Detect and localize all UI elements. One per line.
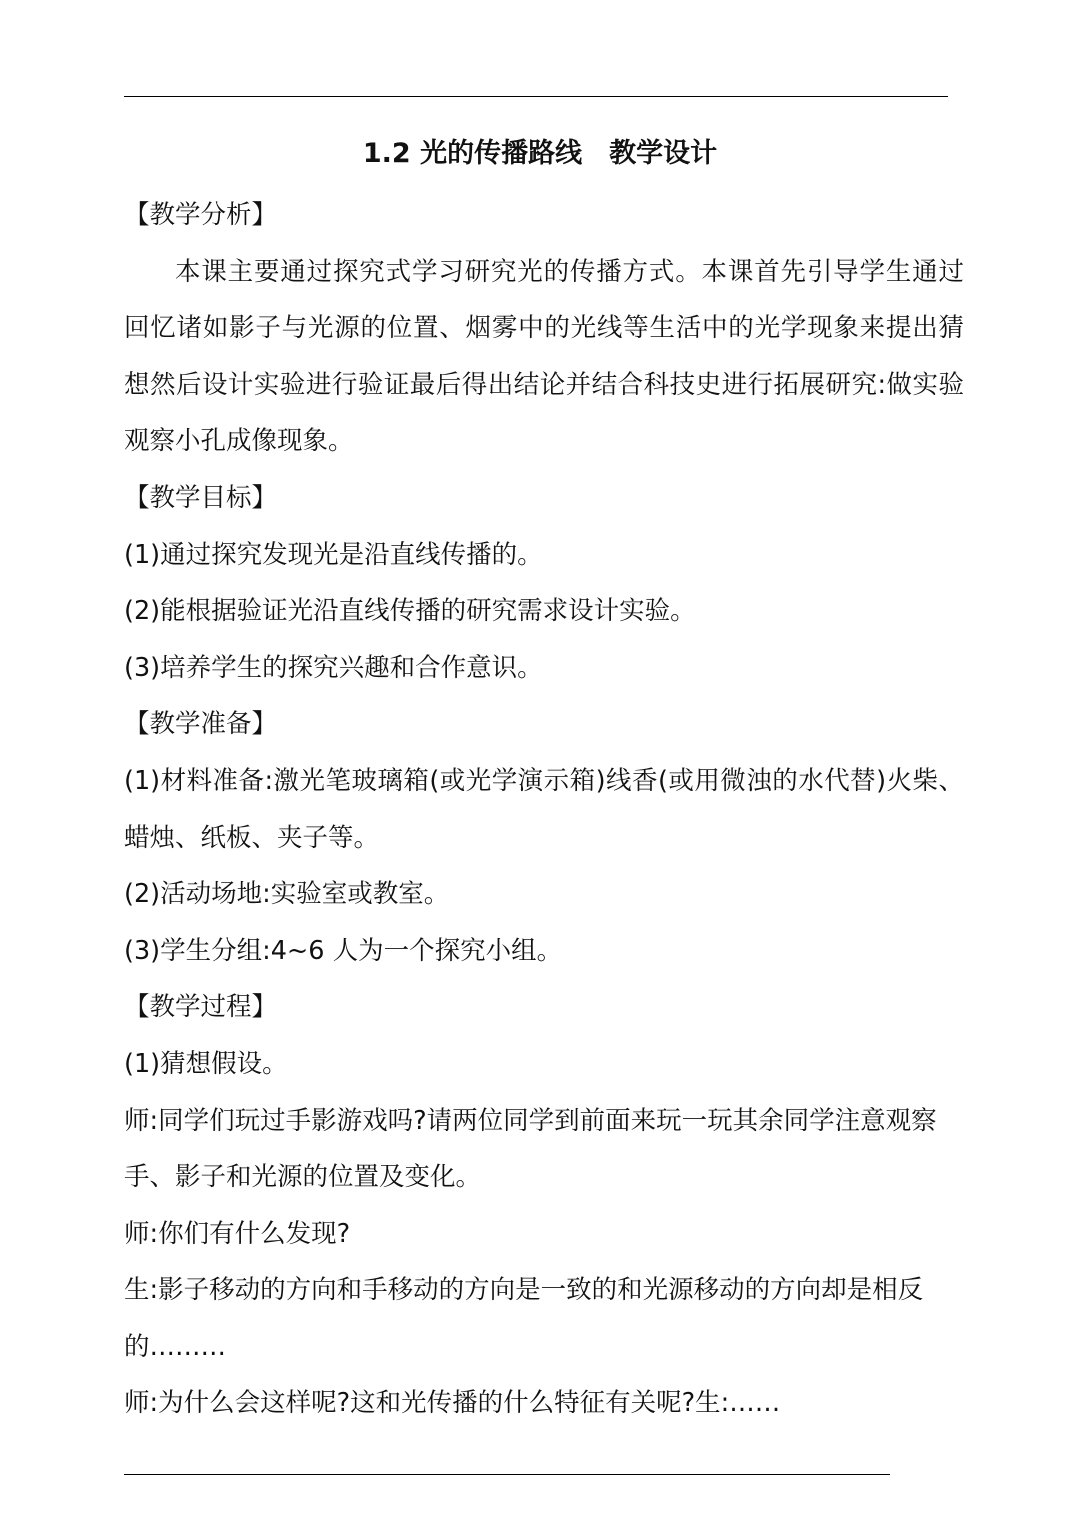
preparation-item: (2)活动场地:实验室或教室。 xyxy=(124,879,450,910)
header-rule xyxy=(124,96,948,97)
process-item: 师:你们有什么发现? xyxy=(124,1218,351,1249)
preparation-item: (3)学生分组:4~6 人为一个探究小组。 xyxy=(124,935,563,966)
process-item: 生:影子移动的方向和手移动的方向是一致的和光源移动的方向却是相反的……… xyxy=(124,1275,924,1362)
section-heading-goals: 【教学目标】 xyxy=(124,482,278,513)
section-heading-process: 【教学过程】 xyxy=(124,992,278,1023)
preparation-item: (1)材料准备:激光笔玻璃箱(或光学演示箱)线香(或用微浊的水代替)火柴、蜡烛、纸板、夹子等。 xyxy=(124,765,964,853)
document-body xyxy=(124,187,964,1432)
section-heading-analysis: 【教学分析】 xyxy=(124,200,278,230)
footer-rule xyxy=(124,1474,890,1475)
document-title: 1.2 光的传播路线 教学设计 xyxy=(362,138,718,169)
goal-item: (3)培养学生的探究兴趣和合作意识。 xyxy=(124,652,543,683)
process-item: (1)猜想假设。 xyxy=(124,1048,288,1079)
process-item: 师:同学们玩过手影游戏吗?请两位同学到前面来玩一玩其余同学注意观察手、影子和光源的位置及变化。 xyxy=(124,1105,937,1193)
analysis-paragraph: 本课主要通过探究式学习研究光的传播方式。本课首先引导学生通过回忆诸如影子与光源的位置、烟雾中的光线等生活中的光学现象来提出猜想然后设计实验进行验证最后得出结论并结合科技史进行拓展研究:做实验观察小孔成像现象。 xyxy=(124,256,964,457)
goal-item: (2)能根据验证光沿直线传播的研究需求设计实验。 xyxy=(124,596,696,627)
goal-item: (1)通过探究发现光是沿直线传播的。 xyxy=(124,539,543,570)
section-heading-preparation: 【教学准备】 xyxy=(124,709,278,740)
process-item: 师:为什么会这样呢?这和光传播的什么特征有关呢?生:…… xyxy=(124,1388,781,1419)
